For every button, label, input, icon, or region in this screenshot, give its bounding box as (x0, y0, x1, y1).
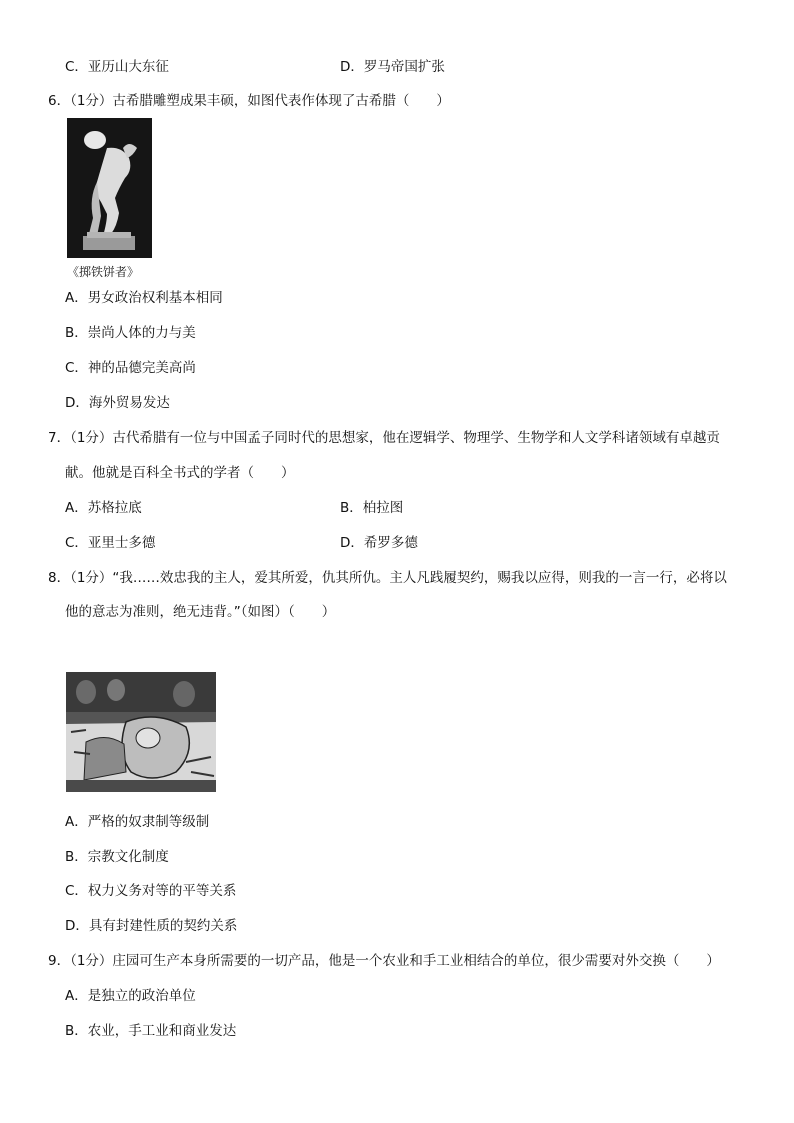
q9-option-b: B．农业，手工业和商业发达 (65, 1023, 237, 1039)
option-c-prev: C．亚历山大东征 (65, 59, 169, 75)
q8-option-a: A．严格的奴隶制等级制 (65, 814, 210, 830)
q8-option-c: C．权力义务对等的平等关系 (65, 883, 237, 899)
q8-option-b: B．宗教文化制度 (65, 849, 169, 865)
question-7-stem-line1: 7．（1分）古代希腊有一位与中国孟子同时代的思想家，他在逻辑学、物理学、生物学和人文学科诸领域有卓越贡 (48, 430, 720, 446)
q7-option-b: B．柏拉图 (340, 500, 404, 516)
question-6-stem: 6．（1分）古希腊雕塑成果丰硕，如图代表作体现了古希腊（ ） (48, 93, 450, 109)
q6-option-b: B．崇尚人体的力与美 (65, 325, 196, 341)
q9-option-a: A．是独立的政治单位 (65, 988, 196, 1004)
q7-option-c: C．亚里士多德 (65, 535, 156, 551)
discobolus-illustration (67, 118, 152, 258)
question-8-stem-line1: 8．（1分）“我……效忠我的主人，爱其所爱，仇其所仇。主人凡践履契约，赐我以应得，则我的一言一行，必将以 (48, 570, 727, 586)
q6-option-d: D．海外贸易发达 (65, 395, 170, 411)
q6-option-a: A．男女政治权利基本相同 (65, 290, 223, 306)
q7-option-a: A．苏格拉底 (65, 500, 142, 516)
homage-illustration (66, 672, 216, 792)
option-d-prev: D．罗马帝国扩张 (340, 59, 445, 75)
question-7-stem-line2: 献。他就是百科全书式的学者（ ） (65, 465, 295, 481)
question-9-stem: 9．（1分）庄园可生产本身所需要的一切产品，他是一个农业和手工业相结合的单位，很少需要对外交换（ ） (48, 953, 720, 969)
question-8-stem-line2: 他的意志为准则，绝无违背。”（如图）（ ） (65, 604, 336, 620)
discobolus-image (67, 118, 152, 258)
figure-caption-discobolus: 《掷铁饼者》 (67, 265, 140, 279)
q8-option-d: D．具有封建性质的契约关系 (65, 918, 238, 934)
q6-option-c: C．神的品德完美高尚 (65, 360, 196, 376)
feudal-homage-engraving (66, 672, 216, 792)
q7-option-d: D．希罗多德 (340, 535, 418, 551)
